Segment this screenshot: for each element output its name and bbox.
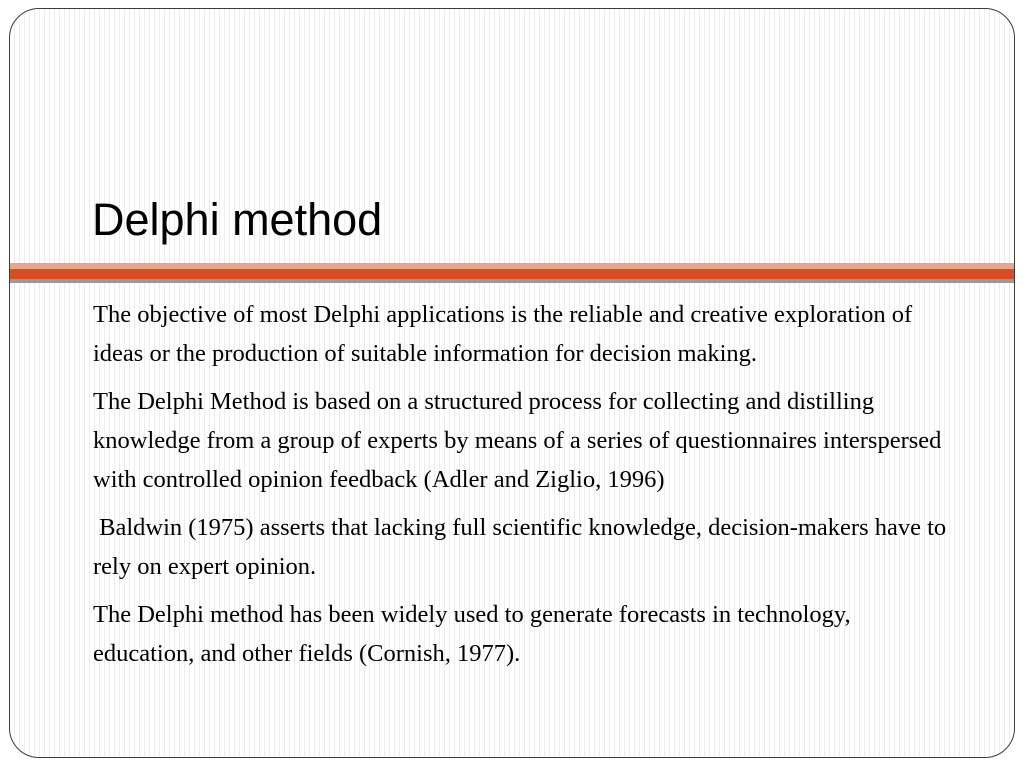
body-paragraph-method: The Delphi Method is based on a structured process for collecting and distilling knowledge from a group of experts by means of a series of questionnaires interspersed with controlled opinion feedback (Adler and Ziglio, 1996) — [93, 388, 948, 493]
slide-body — [93, 295, 953, 682]
body-paragraph-baldwin: Baldwin (1975) asserts that lacking full scientific knowledge, decision-makers have to rely on expert opinion. — [93, 514, 953, 580]
body-paragraph-objective: The objective of most Delphi applications is the reliable and creative exploration of ideas or the production of suitable information for decision making. — [93, 301, 913, 367]
body-paragraph-forecasts: The Delphi method has been widely used to generate forecasts in technology, education, and other fields (Cornish, 1977). — [93, 601, 851, 667]
slide-title: Delphi method — [92, 194, 383, 245]
slide — [9, 8, 1015, 758]
title-divider-gray — [10, 279, 1014, 283]
title-divider-accent — [10, 269, 1014, 279]
